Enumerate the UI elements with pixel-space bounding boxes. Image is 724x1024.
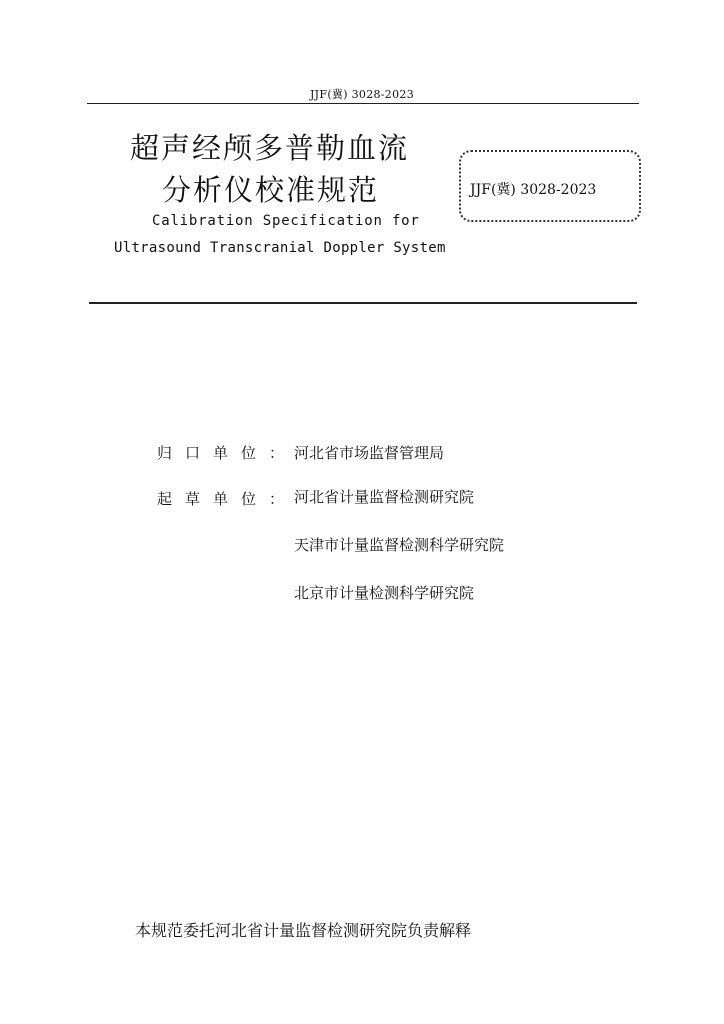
drafting-unit-3: 北京市计量检测科学研究院 [294,584,475,602]
title-en-line-2: Ultrasound Transcranial Doppler System [114,240,446,256]
title-zh-line-1: 超声经颅多普勒血流 [130,131,410,165]
header-standard-code: JJF(冀) 3028-2023 [309,88,415,101]
title-zh-line-2: 分析仪校准规范 [162,173,380,207]
responsible-unit-value: 河北省市场监督管理局 [294,444,445,462]
title-divider [89,302,637,304]
standard-code-box-text: JJF(冀) 3028-2023 [470,182,597,198]
header-divider [87,103,639,104]
interpretation-note: 本规范委托河北省计量监督检测研究院负责解释 [135,921,472,940]
drafting-unit-label: 起草单位： [157,490,298,508]
title-en-line-1: Calibration Specification for [152,213,420,229]
drafting-unit-1: 河北省计量监督检测研究院 [294,488,475,506]
responsible-unit-label: 归口单位： [157,444,298,462]
drafting-unit-2: 天津市计量监督检测科学研究院 [294,536,505,554]
